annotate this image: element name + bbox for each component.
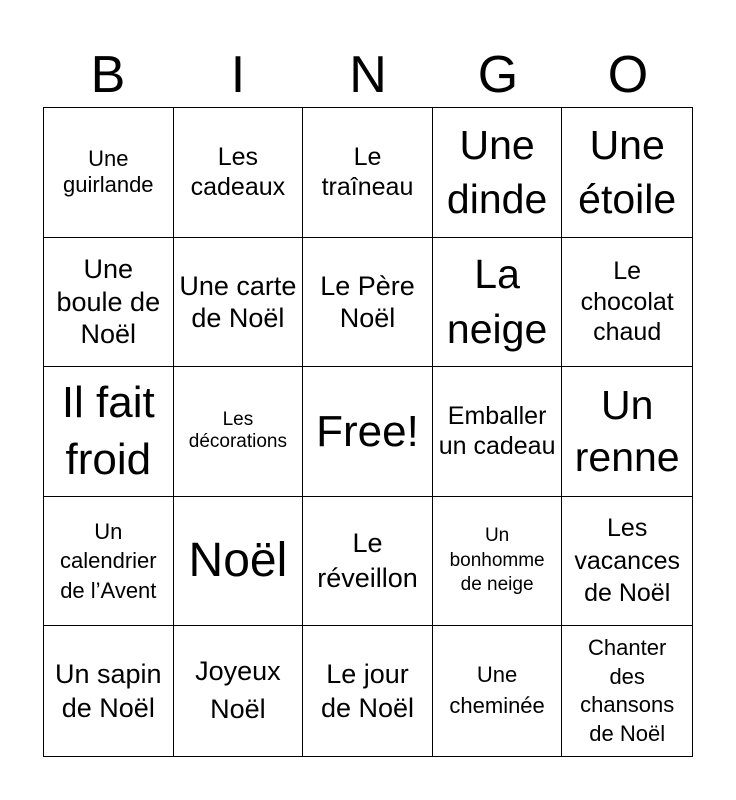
cell-label: Emballer un cadeau (438, 401, 556, 461)
cell-label: Les vacances de Noël (574, 514, 680, 608)
cell-label: Noël (188, 533, 288, 587)
bingo-cell[interactable] (44, 626, 174, 756)
bingo-board (43, 107, 693, 757)
cell-label: Le réveillon (317, 528, 418, 594)
bingo-cell[interactable] (562, 108, 692, 238)
cell-label: Un renne (574, 382, 680, 481)
bingo-cell[interactable] (433, 238, 563, 368)
bingo-cell[interactable] (174, 626, 304, 756)
cell-label: Le traîneau (321, 142, 414, 202)
bingo-cell[interactable] (44, 108, 174, 238)
bingo-cell[interactable] (433, 626, 563, 756)
cell-label: Un sapin de Noël (55, 658, 162, 724)
cell-label: Joyeux Noël (195, 656, 281, 725)
cell-label: Il fait froid (61, 378, 155, 485)
cell-label: La neige (446, 251, 548, 352)
header-letter-b: B (90, 46, 126, 104)
bingo-cell[interactable] (562, 497, 692, 627)
cell-label: Le jour de Noël (320, 658, 415, 724)
bingo-cell[interactable] (562, 626, 692, 756)
header-letter-g: G (477, 46, 519, 104)
bingo-cell[interactable] (303, 497, 433, 627)
bingo-cell[interactable] (303, 367, 433, 497)
bingo-cell[interactable] (44, 367, 174, 497)
bingo-cell[interactable] (174, 108, 304, 238)
cell-label: Les cadeaux (190, 142, 286, 202)
header-letter-n: N (349, 46, 387, 104)
cell-label: Une dinde (446, 121, 548, 223)
bingo-cell[interactable] (174, 497, 304, 627)
cell-label: Le chocolat chaud (580, 257, 674, 347)
bingo-cell[interactable] (44, 238, 174, 368)
bingo-cell[interactable] (562, 367, 692, 497)
cell-label: Un calendrier de l’Avent (59, 518, 157, 603)
cell-label: Les décorations (188, 408, 287, 453)
cell-label: Le Père Noël (320, 270, 415, 333)
bingo-cell[interactable] (174, 238, 304, 368)
cell-label: Un bonhomme de neige (449, 525, 545, 596)
bingo-cell[interactable] (303, 108, 433, 238)
cell-label: Une carte de Noël (179, 270, 297, 333)
header-letter-o: O (607, 46, 649, 104)
bingo-header (43, 44, 693, 106)
cell-label: Une étoile (578, 121, 677, 223)
bingo-cell[interactable] (44, 497, 174, 627)
cell-label: Free! (316, 406, 419, 456)
bingo-cell[interactable] (303, 238, 433, 368)
bingo-cell[interactable] (174, 367, 304, 497)
bingo-cell[interactable] (433, 367, 563, 497)
bingo-cell[interactable] (562, 238, 692, 368)
bingo-cell[interactable] (433, 108, 563, 238)
cell-label: Une cheminée (449, 662, 545, 719)
cell-label: Une guirlande (63, 145, 154, 198)
cell-label: Chanter des chansons de Noël (580, 635, 675, 746)
header-letter-i: I (230, 46, 246, 104)
cell-label: Une boule de Noël (56, 254, 161, 350)
bingo-cell[interactable] (433, 497, 563, 627)
bingo-cell[interactable] (303, 626, 433, 756)
